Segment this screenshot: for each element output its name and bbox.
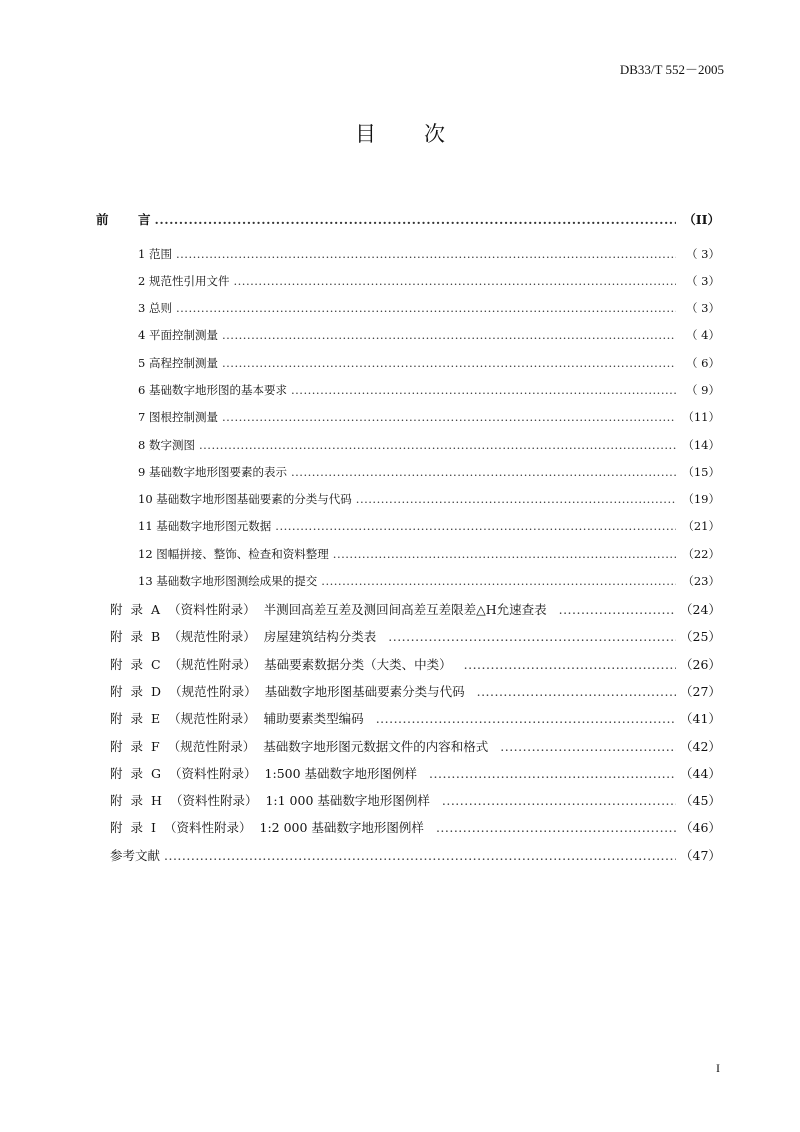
section-title: 基础数字地形图要素的表示 [148,465,287,479]
section-title: 图幅拼接、整饰、检查和资料整理 [156,547,329,561]
section-title: 总则 [148,301,172,315]
leader-dots [559,602,676,617]
leader-dots [155,212,676,227]
appendix-prefix: 录 [130,629,144,644]
toc-page-number: （41） [680,711,721,726]
leader-dots [222,328,676,342]
toc-entry-section[interactable] [138,409,720,427]
appendix-prefix: 录 [130,793,144,808]
toc-entry-section[interactable] [138,382,720,400]
leader-dots [429,766,676,781]
toc-entry-appendix[interactable] [110,655,720,673]
appendix-letter: E [151,711,161,726]
leader-dots [333,547,676,561]
appendix-type: （资料性附录） [163,820,252,835]
toc-page-number: （47） [680,848,721,863]
appendix-prefix: 附 [110,629,123,644]
toc-entry-section[interactable] [138,573,720,591]
appendix-title: 1:2 000 基础数字地形图例样 [259,820,424,835]
leader-dots [376,711,676,726]
toc-page-number: （24） [680,602,721,617]
leader-dots [356,492,676,506]
section-number: 10 [138,492,153,506]
leader-dots [291,383,676,397]
appendix-prefix: 录 [130,766,144,781]
leader-dots [291,465,676,479]
preface-label-first: 前 [96,212,109,227]
section-title: 基础数字地形图的基本要求 [148,383,287,397]
section-number: 11 [138,519,153,533]
toc-page-number: （25） [680,629,721,644]
appendix-prefix: 附 [110,602,123,617]
toc-entry-section[interactable] [138,518,720,536]
appendix-prefix: 录 [130,684,144,699]
appendix-type: （规范性附录） [167,739,256,754]
section-number: 2 [138,274,146,288]
section-number: 9 [138,465,146,479]
leader-dots [164,848,676,863]
leader-dots [233,274,676,288]
section-title: 高程控制测量 [148,356,218,370]
leader-dots [176,301,676,315]
appendix-letter: G [151,766,162,781]
appendix-title: 辅助要素类型编码 [263,711,364,726]
leader-dots [436,820,676,835]
appendix-letter: A [151,602,161,617]
appendix-prefix: 录 [130,602,144,617]
leader-dots [222,356,676,370]
appendix-prefix: 附 [110,739,123,754]
appendix-type: （资料性附录） [168,602,256,617]
leader-dots [442,793,676,808]
appendix-prefix: 录 [130,820,144,835]
leader-dots [388,629,676,644]
appendix-type: （资料性附录） [169,766,257,781]
toc-entry-appendix[interactable] [110,709,720,727]
references-title: 参考文献 [110,848,161,863]
toc-page-number: （27） [680,684,721,699]
section-title: 图根控制测量 [148,410,218,424]
appendix-type: （规范性附录） [168,629,256,644]
appendix-type: （资料性附录） [169,793,258,808]
appendix-type: （规范性附录） [168,711,256,726]
toc-page-number: （II） [683,212,720,227]
toc-entry-appendix[interactable] [110,737,720,755]
section-number: 8 [138,438,146,452]
toc-page-number: （11） [682,410,720,424]
leader-dots [176,247,676,261]
leader-dots [500,739,676,754]
toc-entry-section[interactable] [138,300,720,318]
appendix-title: 半测回高差互差及测回间高差互差限差△H允速查表 [263,602,547,617]
toc-page-number: （ 6） [686,356,720,370]
appendix-type: （规范性附录） [168,657,257,672]
toc-entry-appendix[interactable] [110,627,720,645]
section-number: 6 [138,383,146,397]
toc-entry-section[interactable] [138,437,720,455]
appendix-letter: C [151,657,161,672]
page-number: I [716,1061,720,1075]
toc-entry-appendix[interactable] [110,764,720,782]
toc-page-number: （ 3） [686,301,720,315]
toc-entry-section[interactable] [138,273,720,291]
appendix-prefix: 附 [110,766,123,781]
section-title: 基础数字地形图元数据 [156,519,272,533]
leader-dots [222,410,676,424]
appendix-title: 基础要素数据分类（大类、中类） [264,657,452,672]
toc-entry-label [96,210,151,228]
toc-entry-appendix[interactable] [110,818,720,836]
appendix-title: 房屋建筑结构分类表 [263,629,377,644]
toc-page-number: （46） [680,820,721,835]
page-title: 目次 [355,122,493,146]
toc-entry-section[interactable] [138,355,720,373]
toc-page-number: （26） [680,657,721,672]
appendix-prefix: 附 [110,657,123,672]
appendix-letter: D [151,684,162,699]
appendix-letter: B [151,629,161,644]
preface-label-second: 言 [138,212,151,227]
toc-page-number: （ 3） [686,247,720,261]
appendix-type: （规范性附录） [169,684,257,699]
section-title: 范围 [148,247,172,261]
toc-page-number: （45） [680,793,721,808]
toc-entry-appendix[interactable] [110,682,720,700]
section-number: 4 [138,328,146,342]
section-title: 规范性引用文件 [148,274,230,288]
toc-entry-preface[interactable] [96,210,720,228]
section-title: 基础数字地形图基础要素的分类与代码 [156,492,352,506]
appendix-prefix: 录 [130,657,144,672]
toc-page-number: （22） [682,547,720,561]
appendix-prefix: 录 [130,711,144,726]
toc-entry-references[interactable] [110,846,720,864]
leader-dots [275,519,676,533]
section-number: 12 [138,547,153,561]
section-title: 平面控制测量 [148,328,218,342]
section-title: 基础数字地形图测绘成果的提交 [156,574,318,588]
toc-page-number: （ 4） [686,328,720,342]
section-number: 13 [138,574,153,588]
appendix-letter: I [151,820,156,835]
appendix-prefix: 附 [110,684,123,699]
appendix-title: 1:1 000 基础数字地形图例样 [265,793,430,808]
section-number: 5 [138,356,146,370]
toc-page-number: （14） [682,438,720,452]
toc-page-number: （15） [682,465,720,479]
toc-entry-section[interactable] [138,246,720,264]
section-number: 3 [138,301,146,315]
appendix-title: 基础数字地形图元数据文件的内容和格式 [263,739,489,754]
leader-dots [199,438,676,452]
appendix-prefix: 附 [110,711,123,726]
toc-entry-appendix[interactable] [110,791,720,809]
document-code: DB33/T 552－2005 [619,62,724,77]
toc-entry-section[interactable] [138,464,720,482]
toc-page-number: （19） [682,492,720,506]
toc-page-number: （42） [680,739,721,754]
toc-page-number: （ 3） [686,274,720,288]
appendix-title: 基础数字地形图基础要素分类与代码 [264,684,465,699]
toc-entry-section[interactable] [138,491,720,509]
appendix-prefix: 附 [110,793,123,808]
appendix-letter: H [151,793,162,808]
leader-dots [464,657,676,672]
leader-dots [321,574,676,588]
toc-page-number: （ 9） [686,383,720,397]
toc-entry-section[interactable] [138,546,720,564]
section-number: 7 [138,410,146,424]
appendix-prefix: 附 [110,820,123,835]
leader-dots [477,684,676,699]
appendix-prefix: 录 [130,739,144,754]
appendix-title: 1:500 基础数字地形图例样 [264,766,418,781]
toc-entry-appendix[interactable] [110,600,720,618]
appendix-letter: F [151,739,160,754]
toc-entry-section[interactable] [138,327,720,345]
section-number: 1 [138,247,146,261]
section-title: 数字测图 [148,438,195,452]
toc-page-number: （44） [680,766,721,781]
toc-page-number: （23） [682,574,720,588]
toc-page-number: （21） [682,519,720,533]
